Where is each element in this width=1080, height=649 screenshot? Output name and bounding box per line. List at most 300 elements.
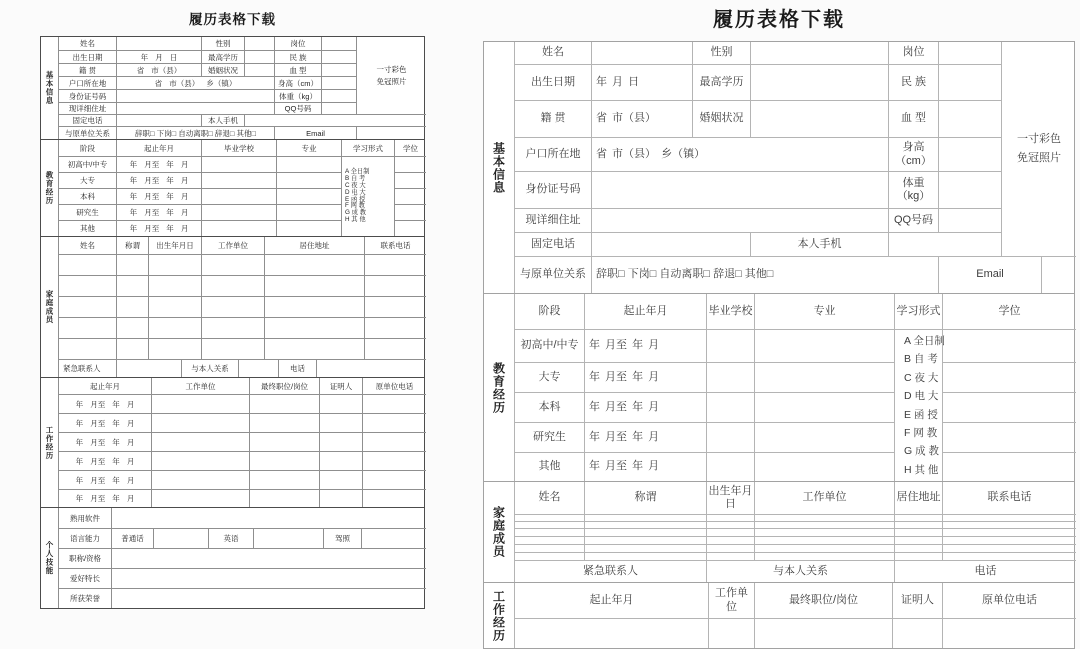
id-cell xyxy=(591,171,888,208)
address-label: 现详细住址 xyxy=(58,102,116,114)
family-header-birth: 出生年月日 xyxy=(148,237,201,254)
family-cell xyxy=(894,521,942,528)
family-cell xyxy=(584,552,706,560)
marital-label: 婚姻状况 xyxy=(692,100,750,137)
birth-value: 年 月 日 xyxy=(591,64,692,100)
edu-stage: 大专 xyxy=(514,362,584,392)
edu-stage: 研究生 xyxy=(58,204,116,220)
work-cell xyxy=(362,451,426,470)
family-header-name: 姓名 xyxy=(58,237,116,254)
family-cell xyxy=(364,338,426,359)
section-work xyxy=(41,377,424,507)
family-cell xyxy=(201,296,264,317)
family-cell xyxy=(942,514,1076,521)
edu-major-cell xyxy=(276,156,341,172)
email-label: Email xyxy=(938,256,1041,293)
qq-label: QQ号码 xyxy=(274,102,321,114)
edu-stage: 研究生 xyxy=(514,422,584,452)
marital-label: 婚姻状况 xyxy=(201,63,244,76)
former-relation-options: 辞职□ 下岗□ 自动离职□ 辞退□ 其他□ xyxy=(591,256,938,293)
edu-period: 年 月至 年 月 xyxy=(584,329,706,362)
edu-school-cell xyxy=(201,220,276,236)
family-cell xyxy=(942,544,1076,552)
section-basic-info xyxy=(41,37,424,139)
family-cell xyxy=(706,514,754,521)
work-cell xyxy=(249,394,319,413)
honor-cell xyxy=(111,588,426,608)
work-cell xyxy=(514,618,708,648)
height-cell xyxy=(321,76,356,89)
family-cell xyxy=(364,254,426,275)
work-grid xyxy=(514,583,1074,648)
family-cell xyxy=(148,317,201,338)
gender-label: 性别 xyxy=(692,42,750,64)
edu-degree-cell xyxy=(942,422,1076,452)
section-skills xyxy=(41,507,424,608)
page-title: 履历表格下载 xyxy=(189,12,276,27)
english-cell xyxy=(253,528,323,548)
edu-major-cell xyxy=(754,329,894,362)
section-work xyxy=(484,582,1074,648)
blood-label: 血 型 xyxy=(888,100,938,137)
family-cell xyxy=(264,317,364,338)
work-period: 年 月至 年 月 xyxy=(58,394,151,413)
work-cell xyxy=(151,451,249,470)
landline-label: 固定电话 xyxy=(58,114,116,126)
birth-label: 出生日期 xyxy=(514,64,591,100)
id-label: 身份证号码 xyxy=(514,171,591,208)
work-cell xyxy=(362,394,426,413)
family-cell xyxy=(364,317,426,338)
native-label: 籍 贯 xyxy=(514,100,591,137)
family-cell xyxy=(894,552,942,560)
family-cell xyxy=(364,275,426,296)
family-cell xyxy=(942,536,1076,544)
family-header-title: 称谓 xyxy=(584,482,706,514)
work-cell xyxy=(151,470,249,489)
work-header-phone: 原单位电话 xyxy=(362,378,426,394)
relation-label: 与本人关系 xyxy=(706,560,894,582)
birth-value: 年 月 日 xyxy=(116,50,201,63)
work-header-period: 起止年月 xyxy=(514,583,708,618)
family-cell xyxy=(942,528,1076,536)
edu-major-cell xyxy=(754,392,894,422)
address-cell xyxy=(591,208,888,232)
edu-stage: 其他 xyxy=(514,452,584,481)
family-header-phone: 联系电话 xyxy=(364,237,426,254)
skills-grid xyxy=(58,508,424,608)
resume-form-large xyxy=(483,0,1075,642)
family-cell xyxy=(264,338,364,359)
family-cell xyxy=(754,528,894,536)
landline-label: 固定电话 xyxy=(514,232,591,256)
work-cell xyxy=(151,413,249,432)
family-cell xyxy=(584,528,706,536)
edu-stage: 本科 xyxy=(514,392,584,422)
weight-cell xyxy=(938,171,1001,208)
highest-edu-cell xyxy=(244,50,274,63)
ethnic-label: 民 族 xyxy=(274,50,321,63)
family-header-employer: 工作单位 xyxy=(201,237,264,254)
honor-label: 所获荣誉 xyxy=(58,588,111,608)
family-cell xyxy=(58,296,116,317)
family-header-address: 居住地址 xyxy=(264,237,364,254)
family-cell xyxy=(584,521,706,528)
edu-degree-cell xyxy=(394,220,426,236)
edu-stage: 本科 xyxy=(58,188,116,204)
height-label: 身高（cm） xyxy=(274,76,321,89)
qq-label: QQ号码 xyxy=(888,208,938,232)
family-cell xyxy=(706,552,754,560)
emergency-phone-cell xyxy=(316,359,426,377)
family-header-address: 居住地址 xyxy=(894,482,942,514)
family-cell xyxy=(58,254,116,275)
edu-school-cell xyxy=(706,392,754,422)
education-grid xyxy=(514,294,1074,481)
edu-school-cell xyxy=(201,204,276,220)
family-cell xyxy=(264,275,364,296)
blood-label: 血 型 xyxy=(274,63,321,76)
edu-header-major: 专业 xyxy=(754,294,894,329)
mobile-label: 本人手机 xyxy=(750,232,888,256)
work-cell xyxy=(942,618,1076,648)
family-cell xyxy=(514,514,584,521)
family-cell xyxy=(514,552,584,560)
hobby-label: 爱好特长 xyxy=(58,568,111,588)
work-period: 年 月至 年 月 xyxy=(58,489,151,507)
former-relation-options: 辞职□ 下岗□ 自动离职□ 辞退□ 其他□ xyxy=(116,126,274,139)
qualification-cell xyxy=(111,548,426,568)
work-cell xyxy=(151,489,249,507)
address-label: 现详细住址 xyxy=(514,208,591,232)
household-value: 省 市（县） 乡（镇） xyxy=(116,76,274,89)
work-cell xyxy=(892,618,942,648)
hobby-cell xyxy=(111,568,426,588)
family-header-title: 称谓 xyxy=(116,237,148,254)
weight-cell xyxy=(321,89,356,102)
work-header-position: 最终职位/岗位 xyxy=(249,378,319,394)
mobile-cell xyxy=(888,232,1001,256)
edu-stage: 初高中/中专 xyxy=(58,156,116,172)
work-cell xyxy=(319,394,362,413)
name-label: 姓名 xyxy=(58,37,116,50)
section-label-skills: 个人技能 xyxy=(45,541,54,575)
family-cell xyxy=(58,275,116,296)
edu-major-cell xyxy=(754,452,894,481)
edu-stage: 大专 xyxy=(58,172,116,188)
edu-major-cell xyxy=(276,220,341,236)
emergency-contact-label: 紧急联系人 xyxy=(514,560,706,582)
family-header-birth: 出生年月日 xyxy=(706,482,754,514)
edu-stage: 初高中/中专 xyxy=(514,329,584,362)
work-header-phone: 原单位电话 xyxy=(942,583,1076,618)
family-cell xyxy=(514,536,584,544)
family-cell xyxy=(116,275,148,296)
landline-cell xyxy=(116,114,201,126)
id-label: 身份证号码 xyxy=(58,89,116,102)
edu-degree-cell xyxy=(942,362,1076,392)
family-cell xyxy=(894,514,942,521)
edu-degree-cell xyxy=(942,452,1076,481)
blood-cell xyxy=(321,63,356,76)
mobile-cell xyxy=(244,114,426,126)
family-cell xyxy=(584,544,706,552)
photo-box: 一寸彩色免冠照片 xyxy=(1001,42,1076,256)
edu-header-major: 专业 xyxy=(276,140,341,156)
mandarin-cell xyxy=(153,528,208,548)
edu-header-degree: 学位 xyxy=(942,294,1076,329)
edu-major-cell xyxy=(754,422,894,452)
gender-label: 性别 xyxy=(201,37,244,50)
edu-school-cell xyxy=(201,188,276,204)
work-header-employer: 工作单位 xyxy=(151,378,249,394)
work-header-position: 最终职位/岗位 xyxy=(754,583,892,618)
household-label: 户口所在地 xyxy=(514,137,591,171)
section-label-basic: 基本信息 xyxy=(45,71,54,105)
emergency-contact-label: 紧急联系人 xyxy=(58,359,116,377)
work-cell xyxy=(319,432,362,451)
position-cell xyxy=(321,37,356,50)
page-title: 履历表格下载 xyxy=(713,9,845,31)
family-cell xyxy=(754,514,894,521)
marital-cell xyxy=(244,63,274,76)
work-cell xyxy=(708,618,754,648)
edu-degree-cell xyxy=(394,188,426,204)
section-label-education: 教育经历 xyxy=(45,171,54,205)
mobile-label: 本人手机 xyxy=(201,114,244,126)
section-basic-info xyxy=(484,42,1074,293)
family-cell xyxy=(116,338,148,359)
household-label: 户口所在地 xyxy=(58,76,116,89)
study-mode-list: A 全日制 B 自 考 C 夜 大 D 电 大 E 函 授 F 网 教 G 成 教 H 其 他 xyxy=(341,156,394,236)
email-cell xyxy=(356,126,426,139)
family-cell xyxy=(201,254,264,275)
weight-label: 体重（kg） xyxy=(274,89,321,102)
edu-period: 年 月至 年 月 xyxy=(584,452,706,481)
work-grid xyxy=(58,378,424,507)
edu-period: 年 月至 年 月 xyxy=(116,188,201,204)
edu-header-mode: 学习形式 xyxy=(894,294,942,329)
resume-form-small xyxy=(40,8,425,609)
edu-degree-cell xyxy=(942,392,1076,422)
edu-major-cell xyxy=(754,362,894,392)
license-label: 驾照 xyxy=(323,528,361,548)
section-label-work: 工作经历 xyxy=(491,589,506,642)
section-family xyxy=(484,481,1074,582)
qq-cell xyxy=(321,102,356,114)
native-value: 省 市（县） xyxy=(116,63,201,76)
edu-header-period: 起止年月 xyxy=(116,140,201,156)
edu-school-cell xyxy=(706,422,754,452)
gender-cell xyxy=(244,37,274,50)
family-cell xyxy=(148,296,201,317)
family-cell xyxy=(754,552,894,560)
family-cell xyxy=(148,338,201,359)
family-cell xyxy=(201,275,264,296)
basic-grid xyxy=(514,42,1074,293)
family-cell xyxy=(148,275,201,296)
name-label: 姓名 xyxy=(514,42,591,64)
former-relation-label: 与原单位关系 xyxy=(58,126,116,139)
family-cell xyxy=(116,296,148,317)
family-cell xyxy=(584,536,706,544)
work-period: 年 月至 年 月 xyxy=(58,451,151,470)
edu-header-period: 起止年月 xyxy=(584,294,706,329)
edu-period: 年 月至 年 月 xyxy=(116,156,201,172)
edu-period: 年 月至 年 月 xyxy=(116,204,201,220)
emergency-contact-cell xyxy=(116,359,181,377)
family-cell xyxy=(514,544,584,552)
address-cell xyxy=(116,102,274,114)
position-cell xyxy=(938,42,1001,64)
work-cell xyxy=(362,470,426,489)
family-cell xyxy=(201,317,264,338)
work-cell xyxy=(249,470,319,489)
family-cell xyxy=(894,528,942,536)
section-label-basic: 基本信息 xyxy=(491,141,506,194)
section-label-family: 家庭成员 xyxy=(45,290,54,324)
family-cell xyxy=(264,254,364,275)
qualification-label: 职称/资格 xyxy=(58,548,111,568)
blood-cell xyxy=(938,100,1001,137)
language-label: 语言能力 xyxy=(58,528,111,548)
family-cell xyxy=(514,521,584,528)
basic-grid xyxy=(58,37,424,139)
edu-header-degree: 学位 xyxy=(394,140,426,156)
email-label: Email xyxy=(274,126,356,139)
work-header-employer: 工作单位 xyxy=(708,583,754,618)
edu-header-stage: 阶段 xyxy=(58,140,116,156)
work-cell xyxy=(249,451,319,470)
work-cell xyxy=(362,413,426,432)
software-label: 熟用软件 xyxy=(58,508,111,528)
household-value: 省 市（县） 乡（镇） xyxy=(591,137,888,171)
work-header-reference: 证明人 xyxy=(892,583,942,618)
family-cell xyxy=(706,528,754,536)
section-family xyxy=(41,236,424,377)
section-label-work: 工作经历 xyxy=(45,425,54,460)
section-label-family: 家庭成员 xyxy=(491,506,506,558)
emergency-row xyxy=(514,560,1074,582)
edu-degree-cell xyxy=(394,156,426,172)
height-cell xyxy=(938,137,1001,171)
edu-degree-cell xyxy=(394,172,426,188)
edu-stage: 其他 xyxy=(58,220,116,236)
work-cell xyxy=(249,489,319,507)
family-header-phone: 联系电话 xyxy=(942,482,1076,514)
work-cell xyxy=(249,432,319,451)
family-cell xyxy=(706,536,754,544)
work-period: 年 月至 年 月 xyxy=(58,470,151,489)
native-label: 籍 贯 xyxy=(58,63,116,76)
family-cell xyxy=(514,528,584,536)
family-cell xyxy=(148,254,201,275)
marital-cell xyxy=(750,100,888,137)
family-grid xyxy=(514,482,1074,560)
work-cell xyxy=(319,413,362,432)
family-header-employer: 工作单位 xyxy=(754,482,894,514)
english-label: 英语 xyxy=(208,528,253,548)
family-cell xyxy=(894,536,942,544)
edu-major-cell xyxy=(276,172,341,188)
family-cell xyxy=(754,536,894,544)
highest-edu-label: 最高学历 xyxy=(692,64,750,100)
edu-school-cell xyxy=(706,452,754,481)
edu-school-cell xyxy=(201,156,276,172)
edu-major-cell xyxy=(276,188,341,204)
native-value: 省 市（县） xyxy=(591,100,692,137)
edu-period: 年 月至 年 月 xyxy=(584,362,706,392)
work-period: 年 月至 年 月 xyxy=(58,413,151,432)
edu-period: 年 月至 年 月 xyxy=(116,220,201,236)
license-cell xyxy=(361,528,426,548)
work-cell xyxy=(319,489,362,507)
mandarin-label: 普通话 xyxy=(111,528,153,548)
work-cell xyxy=(754,618,892,648)
family-cell xyxy=(706,544,754,552)
ethnic-cell xyxy=(938,64,1001,100)
position-label: 岗位 xyxy=(274,37,321,50)
birth-label: 出生日期 xyxy=(58,50,116,63)
edu-period: 年 月至 年 月 xyxy=(584,422,706,452)
family-cell xyxy=(894,544,942,552)
work-cell xyxy=(319,451,362,470)
height-label: 身高（cm） xyxy=(888,137,938,171)
work-cell xyxy=(362,432,426,451)
gender-cell xyxy=(750,42,888,64)
work-cell xyxy=(151,432,249,451)
ethnic-cell xyxy=(321,50,356,63)
section-label-education: 教育经历 xyxy=(491,361,506,414)
edu-degree-cell xyxy=(394,204,426,220)
edu-school-cell xyxy=(201,172,276,188)
software-cell xyxy=(111,508,426,528)
edu-header-school: 毕业学校 xyxy=(201,140,276,156)
photo-box: 一寸彩色免冠照片 xyxy=(356,37,426,114)
work-cell xyxy=(151,394,249,413)
family-cell xyxy=(942,521,1076,528)
ethnic-label: 民 族 xyxy=(888,64,938,100)
form-sheet xyxy=(40,36,425,609)
work-period: 年 月至 年 月 xyxy=(58,432,151,451)
relation-label: 与本人关系 xyxy=(181,359,238,377)
family-grid xyxy=(58,237,424,359)
work-cell xyxy=(249,413,319,432)
family-cell xyxy=(942,552,1076,560)
edu-header-mode: 学习形式 xyxy=(341,140,394,156)
family-cell xyxy=(754,521,894,528)
emergency-row xyxy=(58,359,424,377)
work-cell xyxy=(362,489,426,507)
edu-school-cell xyxy=(706,329,754,362)
highest-edu-cell xyxy=(750,64,888,100)
family-cell xyxy=(58,317,116,338)
work-header-reference: 证明人 xyxy=(319,378,362,394)
edu-header-stage: 阶段 xyxy=(514,294,584,329)
family-cell xyxy=(201,338,264,359)
education-grid xyxy=(58,140,424,236)
family-cell xyxy=(116,317,148,338)
family-cell xyxy=(116,254,148,275)
former-relation-label: 与原单位关系 xyxy=(514,256,591,293)
form-sheet xyxy=(483,41,1075,649)
family-cell xyxy=(706,521,754,528)
section-education xyxy=(484,293,1074,481)
family-header-name: 姓名 xyxy=(514,482,584,514)
name-cell xyxy=(116,37,201,50)
email-cell xyxy=(1041,256,1076,293)
family-cell xyxy=(584,514,706,521)
